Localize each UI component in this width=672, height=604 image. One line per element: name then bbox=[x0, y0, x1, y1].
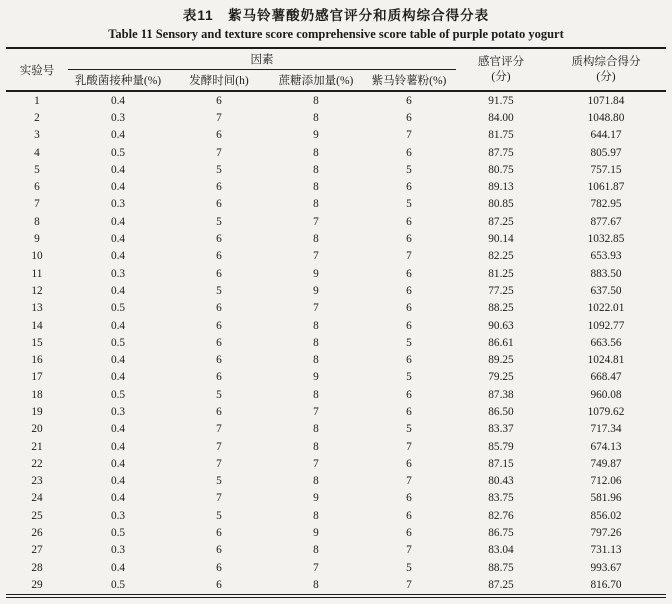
cell-texture-score: 674.13 bbox=[590, 440, 622, 453]
table-row bbox=[6, 300, 666, 317]
cell-purple-potato-powder: 6 bbox=[406, 111, 412, 124]
cell-sensory-score: 79.25 bbox=[488, 371, 514, 384]
cell-experiment-no: 7 bbox=[34, 198, 40, 211]
cell-texture-score: 856.02 bbox=[590, 509, 622, 522]
cell-purple-potato-powder: 5 bbox=[406, 371, 412, 384]
cell-sucrose-addition: 8 bbox=[313, 388, 319, 401]
cell-purple-potato-powder: 6 bbox=[406, 284, 412, 297]
cell-fermentation-time: 5 bbox=[216, 388, 222, 401]
cell-purple-potato-powder: 7 bbox=[406, 544, 412, 557]
cell-purple-potato-powder: 6 bbox=[406, 302, 412, 315]
cell-purple-potato-powder: 5 bbox=[406, 561, 412, 574]
cell-sucrose-addition: 8 bbox=[313, 163, 319, 176]
cell-sensory-score: 87.25 bbox=[488, 578, 514, 591]
cell-experiment-no: 18 bbox=[31, 388, 43, 401]
cell-texture-score: 712.06 bbox=[590, 475, 622, 488]
cell-fermentation-time: 6 bbox=[216, 302, 222, 315]
cell-lactic-inoculation: 0.5 bbox=[110, 302, 126, 315]
cell-sensory-score: 89.13 bbox=[488, 181, 514, 194]
cell-fermentation-time: 6 bbox=[216, 578, 222, 591]
table-row bbox=[6, 109, 666, 126]
cell-fermentation-time: 6 bbox=[216, 527, 222, 540]
cell-purple-potato-powder: 6 bbox=[406, 492, 412, 505]
cell-lactic-inoculation: 0.4 bbox=[110, 94, 126, 107]
cell-texture-score: 877.67 bbox=[590, 215, 622, 228]
cell-texture-score: 1024.81 bbox=[587, 354, 625, 367]
cell-texture-score: 1071.84 bbox=[587, 94, 625, 107]
cell-sucrose-addition: 8 bbox=[313, 423, 319, 436]
cell-experiment-no: 13 bbox=[31, 302, 43, 315]
cell-lactic-inoculation: 0.4 bbox=[110, 492, 126, 505]
cell-lactic-inoculation: 0.5 bbox=[110, 578, 126, 591]
cell-sucrose-addition: 9 bbox=[313, 267, 319, 280]
cell-fermentation-time: 6 bbox=[216, 405, 222, 418]
cell-sucrose-addition: 7 bbox=[313, 457, 319, 470]
cell-texture-score: 1022.01 bbox=[587, 302, 625, 315]
header-purple-potato-powder: 紫马铃薯粉(%) bbox=[371, 75, 447, 87]
table-row bbox=[6, 542, 666, 559]
table-row bbox=[6, 351, 666, 368]
header-sensory-score-unit: (分) bbox=[491, 70, 511, 83]
cell-fermentation-time: 6 bbox=[216, 181, 222, 194]
cell-purple-potato-powder: 6 bbox=[406, 267, 412, 280]
cell-sensory-score: 77.25 bbox=[488, 284, 514, 297]
cell-fermentation-time: 6 bbox=[216, 250, 222, 263]
cell-texture-score: 782.95 bbox=[590, 198, 622, 211]
cell-fermentation-time: 5 bbox=[216, 509, 222, 522]
cell-fermentation-time: 6 bbox=[216, 129, 222, 142]
cell-fermentation-time: 7 bbox=[216, 440, 222, 453]
table-row bbox=[6, 317, 666, 334]
cell-experiment-no: 6 bbox=[34, 181, 40, 194]
cell-fermentation-time: 6 bbox=[216, 233, 222, 246]
header-texture-score-line1: 质构综合得分 bbox=[571, 56, 641, 69]
cell-sensory-score: 89.25 bbox=[488, 354, 514, 367]
cell-sensory-score: 80.85 bbox=[488, 198, 514, 211]
cell-texture-score: 717.34 bbox=[590, 423, 622, 436]
cell-lactic-inoculation: 0.3 bbox=[110, 405, 126, 418]
header-texture-score-unit: (分) bbox=[596, 70, 616, 83]
cell-purple-potato-powder: 5 bbox=[406, 163, 412, 176]
cell-sucrose-addition: 9 bbox=[313, 527, 319, 540]
cell-fermentation-time: 5 bbox=[216, 284, 222, 297]
cell-experiment-no: 16 bbox=[31, 354, 43, 367]
cell-texture-score: 637.50 bbox=[590, 284, 622, 297]
header-texture-score bbox=[546, 48, 666, 91]
cell-texture-score: 1079.62 bbox=[587, 405, 625, 418]
cell-lactic-inoculation: 0.5 bbox=[110, 336, 126, 349]
cell-sucrose-addition: 7 bbox=[313, 302, 319, 315]
table-title-english: Table 11 Sensory and texture score comprehensive score table of purple potato yogurt bbox=[108, 27, 564, 41]
cell-texture-score: 1048.80 bbox=[587, 111, 625, 124]
cell-fermentation-time: 7 bbox=[216, 111, 222, 124]
table-row bbox=[6, 144, 666, 161]
cell-sucrose-addition: 8 bbox=[313, 198, 319, 211]
orthogonal-design-score-table bbox=[6, 47, 666, 598]
cell-fermentation-time: 6 bbox=[216, 319, 222, 332]
table-row bbox=[6, 421, 666, 438]
cell-sensory-score: 87.38 bbox=[488, 388, 514, 401]
cell-texture-score: 960.08 bbox=[590, 388, 622, 401]
cell-purple-potato-powder: 7 bbox=[406, 578, 412, 591]
cell-sucrose-addition: 8 bbox=[313, 336, 319, 349]
cell-texture-score: 1092.77 bbox=[587, 319, 625, 332]
cell-sucrose-addition: 7 bbox=[313, 250, 319, 263]
header-sensory-score bbox=[456, 48, 546, 91]
cell-lactic-inoculation: 0.4 bbox=[110, 371, 126, 384]
cell-fermentation-time: 6 bbox=[216, 354, 222, 367]
cell-sensory-score: 87.75 bbox=[488, 146, 514, 159]
cell-texture-score: 644.17 bbox=[590, 129, 622, 142]
cell-experiment-no: 8 bbox=[34, 215, 40, 228]
cell-fermentation-time: 7 bbox=[216, 492, 222, 505]
cell-lactic-inoculation: 0.5 bbox=[110, 146, 126, 159]
table-row bbox=[6, 438, 666, 455]
cell-fermentation-time: 6 bbox=[216, 336, 222, 349]
cell-sucrose-addition: 9 bbox=[313, 371, 319, 384]
cell-sucrose-addition: 8 bbox=[313, 111, 319, 124]
cell-purple-potato-powder: 5 bbox=[406, 336, 412, 349]
cell-fermentation-time: 7 bbox=[216, 423, 222, 436]
cell-experiment-no: 10 bbox=[31, 250, 43, 263]
cell-sucrose-addition: 7 bbox=[313, 215, 319, 228]
cell-fermentation-time: 5 bbox=[216, 163, 222, 176]
cell-lactic-inoculation: 0.4 bbox=[110, 129, 126, 142]
cell-lactic-inoculation: 0.4 bbox=[110, 319, 126, 332]
table-row bbox=[6, 230, 666, 247]
cell-fermentation-time: 6 bbox=[216, 561, 222, 574]
header-row-groups bbox=[6, 48, 666, 70]
cell-texture-score: 1032.85 bbox=[587, 233, 625, 246]
cell-texture-score: 1061.87 bbox=[587, 181, 625, 194]
cell-texture-score: 581.96 bbox=[590, 492, 622, 505]
table-row bbox=[6, 576, 666, 595]
cell-purple-potato-powder: 6 bbox=[406, 233, 412, 246]
cell-texture-score: 797.26 bbox=[590, 527, 622, 540]
cell-lactic-inoculation: 0.4 bbox=[110, 440, 126, 453]
cell-sucrose-addition: 8 bbox=[313, 146, 319, 159]
cell-lactic-inoculation: 0.3 bbox=[110, 267, 126, 280]
table-row bbox=[6, 490, 666, 507]
cell-experiment-no: 20 bbox=[31, 423, 43, 436]
cell-sucrose-addition: 7 bbox=[313, 405, 319, 418]
cell-sucrose-addition: 8 bbox=[313, 319, 319, 332]
cell-purple-potato-powder: 6 bbox=[406, 527, 412, 540]
cell-texture-score: 805.97 bbox=[590, 146, 622, 159]
table-row bbox=[6, 127, 666, 144]
table-row bbox=[6, 196, 666, 213]
cell-sensory-score: 82.25 bbox=[488, 250, 514, 263]
header-fermentation-time: 发酵时间(h) bbox=[189, 75, 249, 87]
header-lactic-inoculation: 乳酸菌接种量(%) bbox=[74, 75, 162, 87]
cell-sensory-score: 83.04 bbox=[488, 544, 514, 557]
cell-purple-potato-powder: 6 bbox=[406, 94, 412, 107]
cell-texture-score: 668.47 bbox=[590, 371, 622, 384]
cell-sensory-score: 86.75 bbox=[488, 527, 514, 540]
cell-fermentation-time: 7 bbox=[216, 146, 222, 159]
cell-purple-potato-powder: 6 bbox=[406, 181, 412, 194]
cell-lactic-inoculation: 0.5 bbox=[110, 527, 126, 540]
cell-experiment-no: 25 bbox=[31, 509, 43, 522]
cell-texture-score: 816.70 bbox=[590, 578, 622, 591]
cell-experiment-no: 26 bbox=[31, 527, 43, 540]
table-row bbox=[6, 282, 666, 299]
cell-sensory-score: 86.50 bbox=[488, 405, 514, 418]
cell-experiment-no: 15 bbox=[31, 336, 43, 349]
cell-lactic-inoculation: 0.4 bbox=[110, 250, 126, 263]
header-experiment-no: 实验号 bbox=[19, 64, 55, 77]
cell-sensory-score: 83.75 bbox=[488, 492, 514, 505]
cell-lactic-inoculation: 0.4 bbox=[110, 561, 126, 574]
table-row bbox=[6, 334, 666, 351]
cell-sensory-score: 86.61 bbox=[488, 336, 514, 349]
table-row bbox=[6, 265, 666, 282]
cell-purple-potato-powder: 6 bbox=[406, 457, 412, 470]
cell-lactic-inoculation: 0.5 bbox=[110, 388, 126, 401]
cell-sucrose-addition: 8 bbox=[313, 354, 319, 367]
cell-purple-potato-powder: 6 bbox=[406, 509, 412, 522]
cell-lactic-inoculation: 0.3 bbox=[110, 198, 126, 211]
cell-experiment-no: 29 bbox=[31, 578, 43, 591]
cell-purple-potato-powder: 7 bbox=[406, 129, 412, 142]
cell-texture-score: 653.93 bbox=[590, 250, 622, 263]
cell-purple-potato-powder: 7 bbox=[406, 250, 412, 263]
table-row bbox=[6, 248, 666, 265]
cell-experiment-no: 4 bbox=[34, 146, 40, 159]
cell-fermentation-time: 6 bbox=[216, 544, 222, 557]
cell-purple-potato-powder: 5 bbox=[406, 423, 412, 436]
cell-sensory-score: 90.14 bbox=[488, 233, 514, 246]
cell-sucrose-addition: 8 bbox=[313, 544, 319, 557]
table-header bbox=[6, 48, 666, 91]
cell-sucrose-addition: 9 bbox=[313, 492, 319, 505]
cell-sucrose-addition: 8 bbox=[313, 440, 319, 453]
cell-sucrose-addition: 8 bbox=[313, 578, 319, 591]
cell-sensory-score: 81.75 bbox=[488, 129, 514, 142]
cell-sensory-score: 81.25 bbox=[488, 267, 514, 280]
cell-lactic-inoculation: 0.4 bbox=[110, 457, 126, 470]
cell-sensory-score: 80.43 bbox=[488, 475, 514, 488]
cell-lactic-inoculation: 0.4 bbox=[110, 354, 126, 367]
cell-fermentation-time: 6 bbox=[216, 371, 222, 384]
cell-purple-potato-powder: 6 bbox=[406, 354, 412, 367]
cell-lactic-inoculation: 0.4 bbox=[110, 181, 126, 194]
cell-texture-score: 731.13 bbox=[590, 544, 622, 557]
cell-experiment-no: 22 bbox=[31, 457, 43, 470]
cell-sensory-score: 84.00 bbox=[488, 111, 514, 124]
table-row bbox=[6, 403, 666, 420]
cell-sucrose-addition: 8 bbox=[313, 509, 319, 522]
cell-experiment-no: 12 bbox=[31, 284, 43, 297]
table-row bbox=[6, 369, 666, 386]
cell-sensory-score: 87.25 bbox=[488, 215, 514, 228]
cell-purple-potato-powder: 7 bbox=[406, 440, 412, 453]
table-row bbox=[6, 507, 666, 524]
cell-lactic-inoculation: 0.4 bbox=[110, 423, 126, 436]
cell-lactic-inoculation: 0.3 bbox=[110, 509, 126, 522]
table-row bbox=[6, 524, 666, 541]
cell-texture-score: 883.50 bbox=[590, 267, 622, 280]
table-row bbox=[6, 91, 666, 109]
cell-lactic-inoculation: 0.4 bbox=[110, 163, 126, 176]
cell-experiment-no: 14 bbox=[31, 319, 43, 332]
cell-sucrose-addition: 9 bbox=[313, 129, 319, 142]
cell-experiment-no: 21 bbox=[31, 440, 43, 453]
cell-texture-score: 749.87 bbox=[590, 457, 622, 470]
header-factors-group: 因素 bbox=[68, 48, 456, 70]
cell-sucrose-addition: 7 bbox=[313, 561, 319, 574]
header-sucrose-addition: 蔗糖添加量(%) bbox=[278, 75, 354, 87]
cell-purple-potato-powder: 6 bbox=[406, 388, 412, 401]
table-body bbox=[6, 91, 666, 596]
table-row bbox=[6, 161, 666, 178]
cell-fermentation-time: 5 bbox=[216, 215, 222, 228]
cell-sucrose-addition: 9 bbox=[313, 284, 319, 297]
cell-sensory-score: 87.15 bbox=[488, 457, 514, 470]
cell-texture-score: 663.56 bbox=[590, 336, 622, 349]
table-row bbox=[6, 178, 666, 195]
cell-fermentation-time: 5 bbox=[216, 475, 222, 488]
cell-purple-potato-powder: 5 bbox=[406, 198, 412, 211]
cell-sucrose-addition: 8 bbox=[313, 181, 319, 194]
cell-experiment-no: 19 bbox=[31, 405, 43, 418]
cell-sucrose-addition: 8 bbox=[313, 94, 319, 107]
cell-purple-potato-powder: 6 bbox=[406, 146, 412, 159]
cell-sensory-score: 80.75 bbox=[488, 163, 514, 176]
cell-experiment-no: 27 bbox=[31, 544, 43, 557]
header-sensory-score-line1: 感官评分 bbox=[478, 56, 524, 69]
cell-sensory-score: 88.25 bbox=[488, 302, 514, 315]
cell-lactic-inoculation: 0.4 bbox=[110, 284, 126, 297]
cell-lactic-inoculation: 0.4 bbox=[110, 215, 126, 228]
table-row bbox=[6, 386, 666, 403]
cell-experiment-no: 5 bbox=[34, 163, 40, 176]
cell-experiment-no: 24 bbox=[31, 492, 43, 505]
table-row bbox=[6, 213, 666, 230]
cell-sensory-score: 90.63 bbox=[488, 319, 514, 332]
cell-experiment-no: 28 bbox=[31, 561, 43, 574]
cell-purple-potato-powder: 6 bbox=[406, 319, 412, 332]
table-row bbox=[6, 455, 666, 472]
table-row bbox=[6, 473, 666, 490]
cell-purple-potato-powder: 6 bbox=[406, 405, 412, 418]
cell-experiment-no: 11 bbox=[31, 267, 43, 280]
cell-sensory-score: 82.76 bbox=[488, 509, 514, 522]
cell-fermentation-time: 6 bbox=[216, 94, 222, 107]
cell-purple-potato-powder: 7 bbox=[406, 475, 412, 488]
cell-lactic-inoculation: 0.4 bbox=[110, 233, 126, 246]
cell-experiment-no: 23 bbox=[31, 475, 43, 488]
cell-lactic-inoculation: 0.3 bbox=[110, 111, 126, 124]
cell-experiment-no: 1 bbox=[34, 94, 40, 107]
cell-lactic-inoculation: 0.3 bbox=[110, 544, 126, 557]
cell-experiment-no: 9 bbox=[34, 233, 40, 246]
cell-sucrose-addition: 8 bbox=[313, 233, 319, 246]
cell-fermentation-time: 6 bbox=[216, 198, 222, 211]
cell-experiment-no: 3 bbox=[34, 129, 40, 142]
cell-lactic-inoculation: 0.4 bbox=[110, 475, 126, 488]
cell-fermentation-time: 7 bbox=[216, 457, 222, 470]
table-title-chinese: 表11 紫马铃薯酸奶感官评分和质构综合得分表 bbox=[182, 8, 490, 23]
cell-fermentation-time: 6 bbox=[216, 267, 222, 280]
cell-texture-score: 993.67 bbox=[590, 561, 622, 574]
cell-sensory-score: 85.79 bbox=[488, 440, 514, 453]
cell-texture-score: 757.15 bbox=[590, 163, 622, 176]
table-row bbox=[6, 559, 666, 576]
cell-sensory-score: 91.75 bbox=[488, 94, 514, 107]
cell-purple-potato-powder: 6 bbox=[406, 215, 412, 228]
cell-sucrose-addition: 8 bbox=[313, 475, 319, 488]
cell-experiment-no: 17 bbox=[31, 371, 43, 384]
cell-sensory-score: 88.75 bbox=[488, 561, 514, 574]
cell-experiment-no: 2 bbox=[34, 111, 40, 124]
cell-sensory-score: 83.37 bbox=[488, 423, 514, 436]
